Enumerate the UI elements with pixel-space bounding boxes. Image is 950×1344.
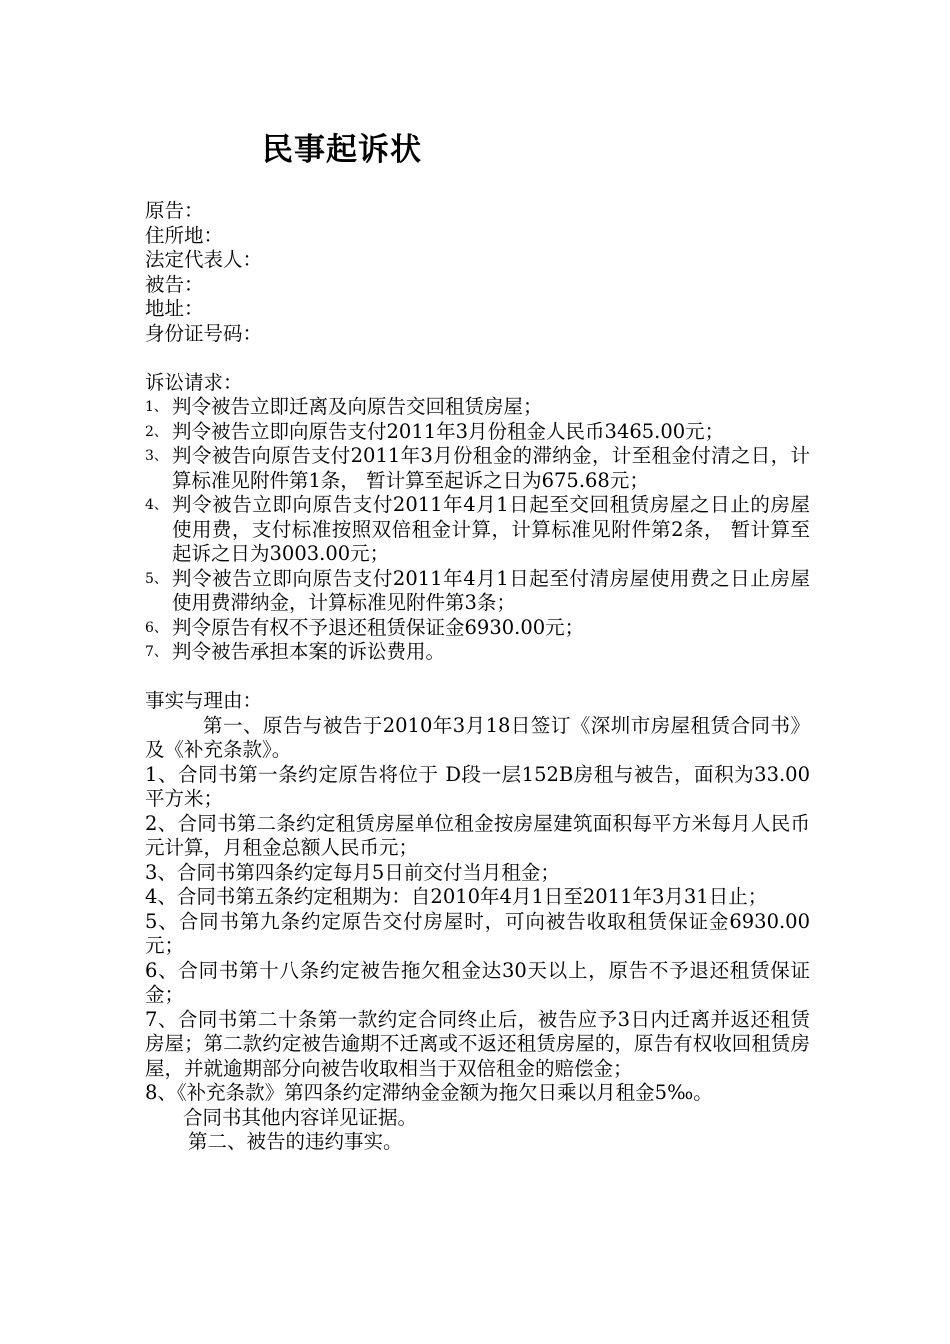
plaintiff-label: 原告： [145,199,204,222]
claim-text: 判令原告有权不予退还租赁保证金6930.00元； [172,615,585,639]
fact-item: 2、合同书第二条约定租赁房屋单位租金按房屋建筑面积每平方米每月人民币元计算，月租金总额人民币元； [145,811,810,859]
facts-section [145,689,810,1155]
id-number-label: 身份证号码： [145,321,263,345]
claim-text: 判令被告立即迁离及向原告交回租赁房屋； [172,395,543,418]
document-body [145,199,810,1155]
plaintiff-address-label: 住所地： [145,223,224,247]
claim-item [145,444,810,493]
claim-number: 6、 [145,619,168,636]
facts-intro-paragraph: 第一、原告与被告于2010年3月18日签订《深圳市房屋租赁合同书》及《补充条款》。 [145,713,810,761]
fact-item: 8、《补充条款》第四条约定滞纳金金额为拖欠日乘以月租金5‰。 [145,1081,713,1104]
fact-item: 7、合同书第二十条第一款约定合同终止后，被告应予3日内迁离并返还租赁房屋；第二款约定被告逾期不迁离或不返还租赁房屋的，原告有权收回租赁房屋，并就逾期部分向被告收取相当于双倍租金的赔偿金； [145,1007,810,1080]
claim-number: 1、 [145,399,168,415]
claim-item [145,640,810,665]
spacer [145,346,810,371]
claim-number: 4、 [145,497,168,513]
fact-item: 1、合同书第一条约定原告将位于 D段一层152B房租与被告，面积为33.00平方米； [145,762,810,810]
document-title: 民事起诉状 [262,132,422,168]
parties-section [145,199,810,346]
claim-item [145,493,810,567]
claim-number: 3、 [145,448,168,464]
claim-text: 判令被告立即向原告支付2011年3月份租金人民币3465.00元； [172,419,725,443]
fact-item: 5、合同书第九条约定原告交付房屋时，可向被告收取租赁保证金6930.00元； [145,909,810,957]
claim-text: 判令被告立即向原告支付2011年4月1日起至交回租赁房屋之日止的房屋使用费，支付标准按照双倍租金计算，计算标准见附件第2条， 暂计算至起诉之日为3003.00元； [172,493,810,565]
spacer [145,665,810,690]
defendant-address-label: 地址： [145,297,204,320]
fact-item: 4、合同书第五条约定租期为：自2010年4月1日至2011年3月31日止； [145,885,768,908]
facts-other-paragraph: 合同书其他内容详见证据。 [183,1105,418,1129]
claim-number: 5、 [145,570,168,587]
claim-text: 判令被告承担本案的诉讼费用。 [172,640,446,663]
facts-second-heading: 第二、被告的违约事实。 [188,1130,403,1153]
claim-text: 判令被告向原告支付2011年3月份租金的滞纳金，计至租金付清之日，计算标准见附件第1条， 暂计算至起诉之日为675.68元； [172,444,810,492]
legal-representative-label: 法定代表人： [145,248,263,271]
claim-item [145,395,810,420]
fact-item: 3、合同书第四条约定每月5日前交付当月租金； [145,860,560,884]
claim-text: 判令被告立即向原告支付2011年4月1日起至付清房屋使用费之日止房屋使用费滞纳金，计算标准见附件第3条； [172,566,810,614]
facts-heading: 事实与理由： [145,689,263,712]
claim-number: 2、 [145,423,168,440]
fact-item: 6、合同书第十八条约定被告拖欠租金达30天以上，原告不予退还租赁保证金； [145,958,810,1006]
claims-list [145,395,810,665]
claim-number: 7、 [145,644,168,660]
defendant-label: 被告： [145,272,204,296]
claim-item [145,567,810,616]
claim-item [145,420,810,445]
claims-heading: 诉讼请求： [145,370,243,394]
claims-section [145,371,810,665]
claim-item [145,616,810,641]
